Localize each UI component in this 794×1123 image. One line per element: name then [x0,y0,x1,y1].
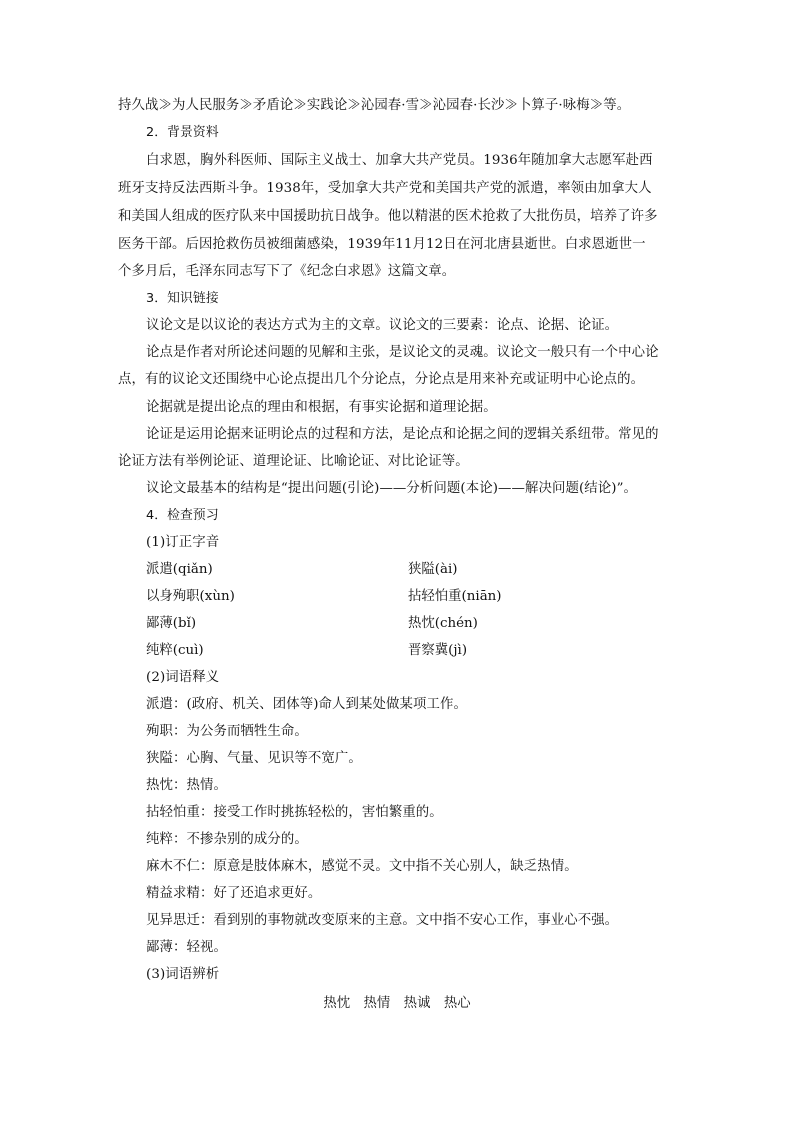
paragraph-line: 和美国人组成的医疗队来中国援助抗日战争。他以精湛的医术抢救了大批伤员，培养了许多 [118,209,658,224]
definition-item: 派遣：(政府、机关、团体等)命人到某处做某项工作。 [146,697,467,712]
paragraph-line: 白求恩，胸外科医师、国际主义战士、加拿大共产党员。1936年随加拿大志愿军赴西 [146,153,653,168]
pinyin-item: 热忱(chén) [408,616,478,631]
definition-item: 狭隘：心胸、气量、见识等不宽广。 [146,751,362,766]
pinyin-item: 拈轻怕重(niān) [408,589,502,604]
pinyin-item: 狭隘(ài) [408,562,458,577]
paragraph-line: 点，有的议论文还围绕中心论点提出几个分论点，分论点是用来补充或证明中心论点的。 [118,372,645,387]
definition-item: 殉职：为公务而牺牲生命。 [146,724,308,739]
section-heading-preview: 4．检查预习 [146,508,219,523]
word-list: 热忱 热情 热诚 热心 [323,996,471,1011]
definition-item: 见异思迁：看到别的事物就改变原来的主意。文中指不安心工作，事业心不强。 [146,913,619,928]
subheading-word-distinction: (3)词语辨析 [146,967,220,982]
pinyin-item: 纯粹(cuì) [146,643,204,658]
definition-item: 热忱：热情。 [146,778,227,793]
pinyin-item: 晋察冀(jì) [408,643,468,658]
definition-item: 鄙薄：轻视。 [146,940,227,955]
paragraph-line: 论证是运用论据来证明论点的过程和方法，是论点和论据之间的逻辑关系纽带。常见的 [146,427,659,442]
definition-item: 精益求精：好了还追求更好。 [146,886,322,901]
paragraph-line: 个多月后，毛泽东同志写下了《纪念白求恩》这篇文章。 [118,264,456,279]
section-heading-background: 2．背景资料 [146,125,219,140]
paragraph-line: 论点是作者对所论述问题的见解和主张，是议论文的灵魂。议论文一般只有一个中心论 [146,345,659,360]
pinyin-item: 派遣(qiǎn) [146,562,213,577]
subheading-pronunciation: (1)订正字音 [146,535,220,550]
pinyin-item: 以身殉职(xùn) [146,589,235,604]
section-heading-knowledge: 3．知识链接 [146,291,219,306]
paragraph-line: 论据就是提出论点的理由和根据，有事实论据和道理论据。 [146,400,497,415]
paragraph-line: 论证方法有举例论证、道理论证、比喻论证、对比论证等。 [118,454,469,469]
paragraph-line: 医务干部。后因抢救伤员被细菌感染，1939年11月12日在河北唐县逝世。白求恩逝世一 [118,237,646,252]
paragraph-line: 议论文是以议论的表达方式为主的文章。议论文的三要素：论点、论据、论证。 [146,318,619,333]
top-line: 持久战≫为人民服务≫矛盾论≫实践论≫沁园春·雪≫沁园春·长沙≫卜算子·咏梅≫等。 [118,98,631,113]
paragraph-line: 议论文最基本的结构是“提出问题(引论)——分析问题(本论)——解决问题(结论)”。 [146,481,638,496]
definition-item: 麻木不仁：原意是肢体麻木，感觉不灵。文中指不关心别人，缺乏热情。 [146,859,578,874]
pinyin-item: 鄙薄(bǐ) [146,616,197,631]
subheading-definitions: (2)词语释义 [146,670,220,685]
paragraph-line: 班牙支持反法西斯斗争。1938年，受加拿大共产党和美国共产党的派遣，率领由加拿大人 [118,181,652,196]
definition-item: 拈轻怕重：接受工作时挑拣轻松的，害怕繁重的。 [146,805,443,820]
definition-item: 纯粹：不掺杂别的成分的。 [146,832,308,847]
